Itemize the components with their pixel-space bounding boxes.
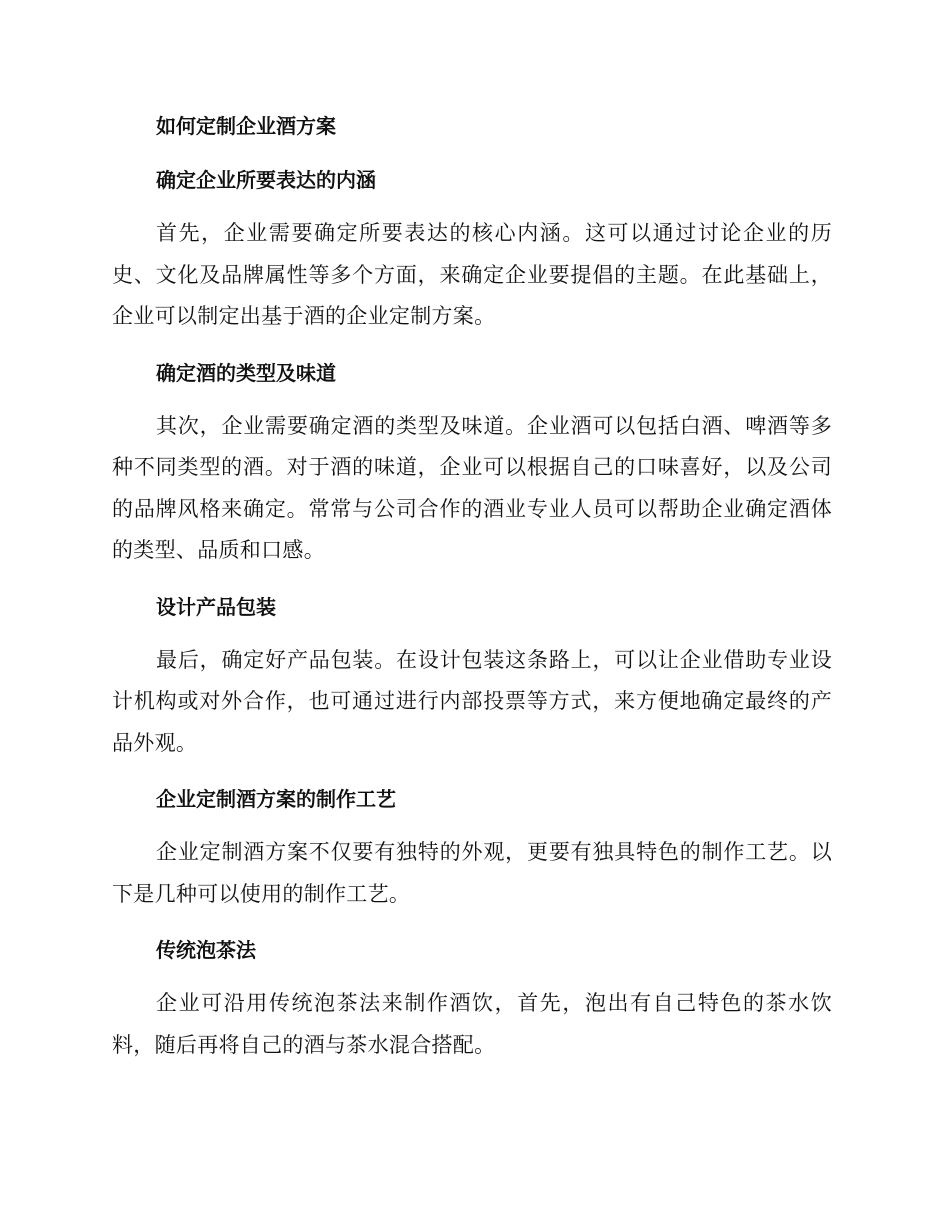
document-title: 如何定制企业酒方案 [156, 114, 336, 138]
section-body-meaning: 首先，企业需要确定所要表达的核心内涵。这可以通过讨论企业的历史、文化及品牌属性等多个方面，来确定企业要提倡的主题。在此基础上，企业可以制定出基于酒的企业定制方案。 [112, 221, 832, 328]
document-page [112, 105, 832, 1080]
section-body-packaging: 最后，确定好产品包装。在设计包装这条路上，可以让企业借助专业设计机构或对外合作，也可通过进行内部投票等方式，来方便地确定最终的产品外观。 [112, 647, 832, 755]
section-heading-craft: 企业定制酒方案的制作工艺 [156, 787, 396, 811]
section-heading-type-taste: 确定酒的类型及味道 [156, 360, 336, 385]
section-heading-packaging: 设计产品包装 [156, 594, 276, 619]
section-body-type-taste: 其次，企业需要确定酒的类型及味道。企业酒可以包括白酒、啤酒等多种不同类型的酒。对于酒的味道，企业可以根据自己的口味喜好，以及公司的品牌风格来确定。常常与公司合作的酒业专业人员可以帮助企业确定酒体的类型、品质和口感。 [112, 413, 832, 562]
section-heading-tea-method: 传统泡茶法 [156, 938, 256, 962]
section-heading-meaning: 确定企业所要表达的内涵 [156, 168, 376, 192]
section-body-tea-method: 企业可沿用传统泡茶法来制作酒饮，首先，泡出有自己特色的茶水饮料，随后再将自己的酒与茶水混合搭配。 [112, 991, 832, 1057]
section-body-craft: 企业定制酒方案不仅要有独特的外观，更要有独具特色的制作工艺。以下是几种可以使用的制作工艺。 [112, 840, 832, 906]
